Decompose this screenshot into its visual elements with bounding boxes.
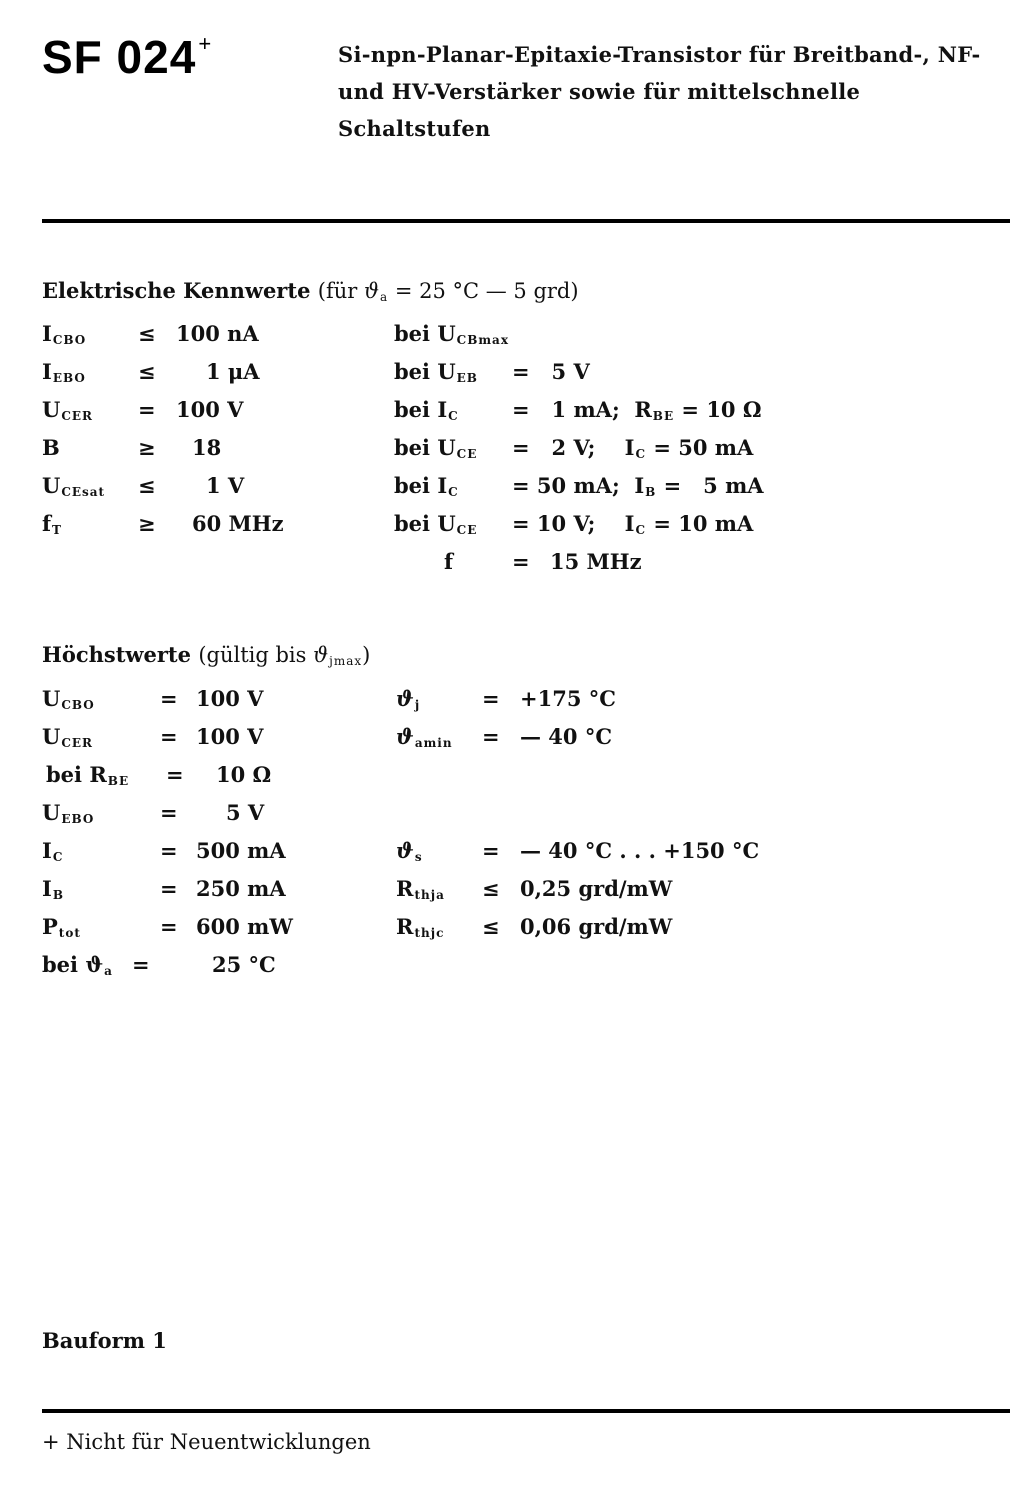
electrical-heading: Elektrische Kennwerte (für $ϑ_a = 25$ °C — 5 grd) [42, 278, 579, 304]
bottom-divider [42, 1409, 1010, 1413]
maximum-heading: Höchstwerte (gültig bis $ϑ_{jmax}$) [42, 642, 371, 668]
part-description: Si-npn-Planar-Epitaxie-Transistor für Breitband-, NF- und HV-Verstärker sowie für mittelschnelle Schaltstufen [338, 42, 981, 141]
part-number-title: SF 024+ [42, 31, 213, 83]
type-mark: + [198, 31, 213, 56]
footnote: + Nicht für Neuentwicklungen [42, 1430, 371, 1454]
top-divider [42, 219, 1010, 223]
bauform-label: Bauform 1 [42, 1328, 167, 1353]
